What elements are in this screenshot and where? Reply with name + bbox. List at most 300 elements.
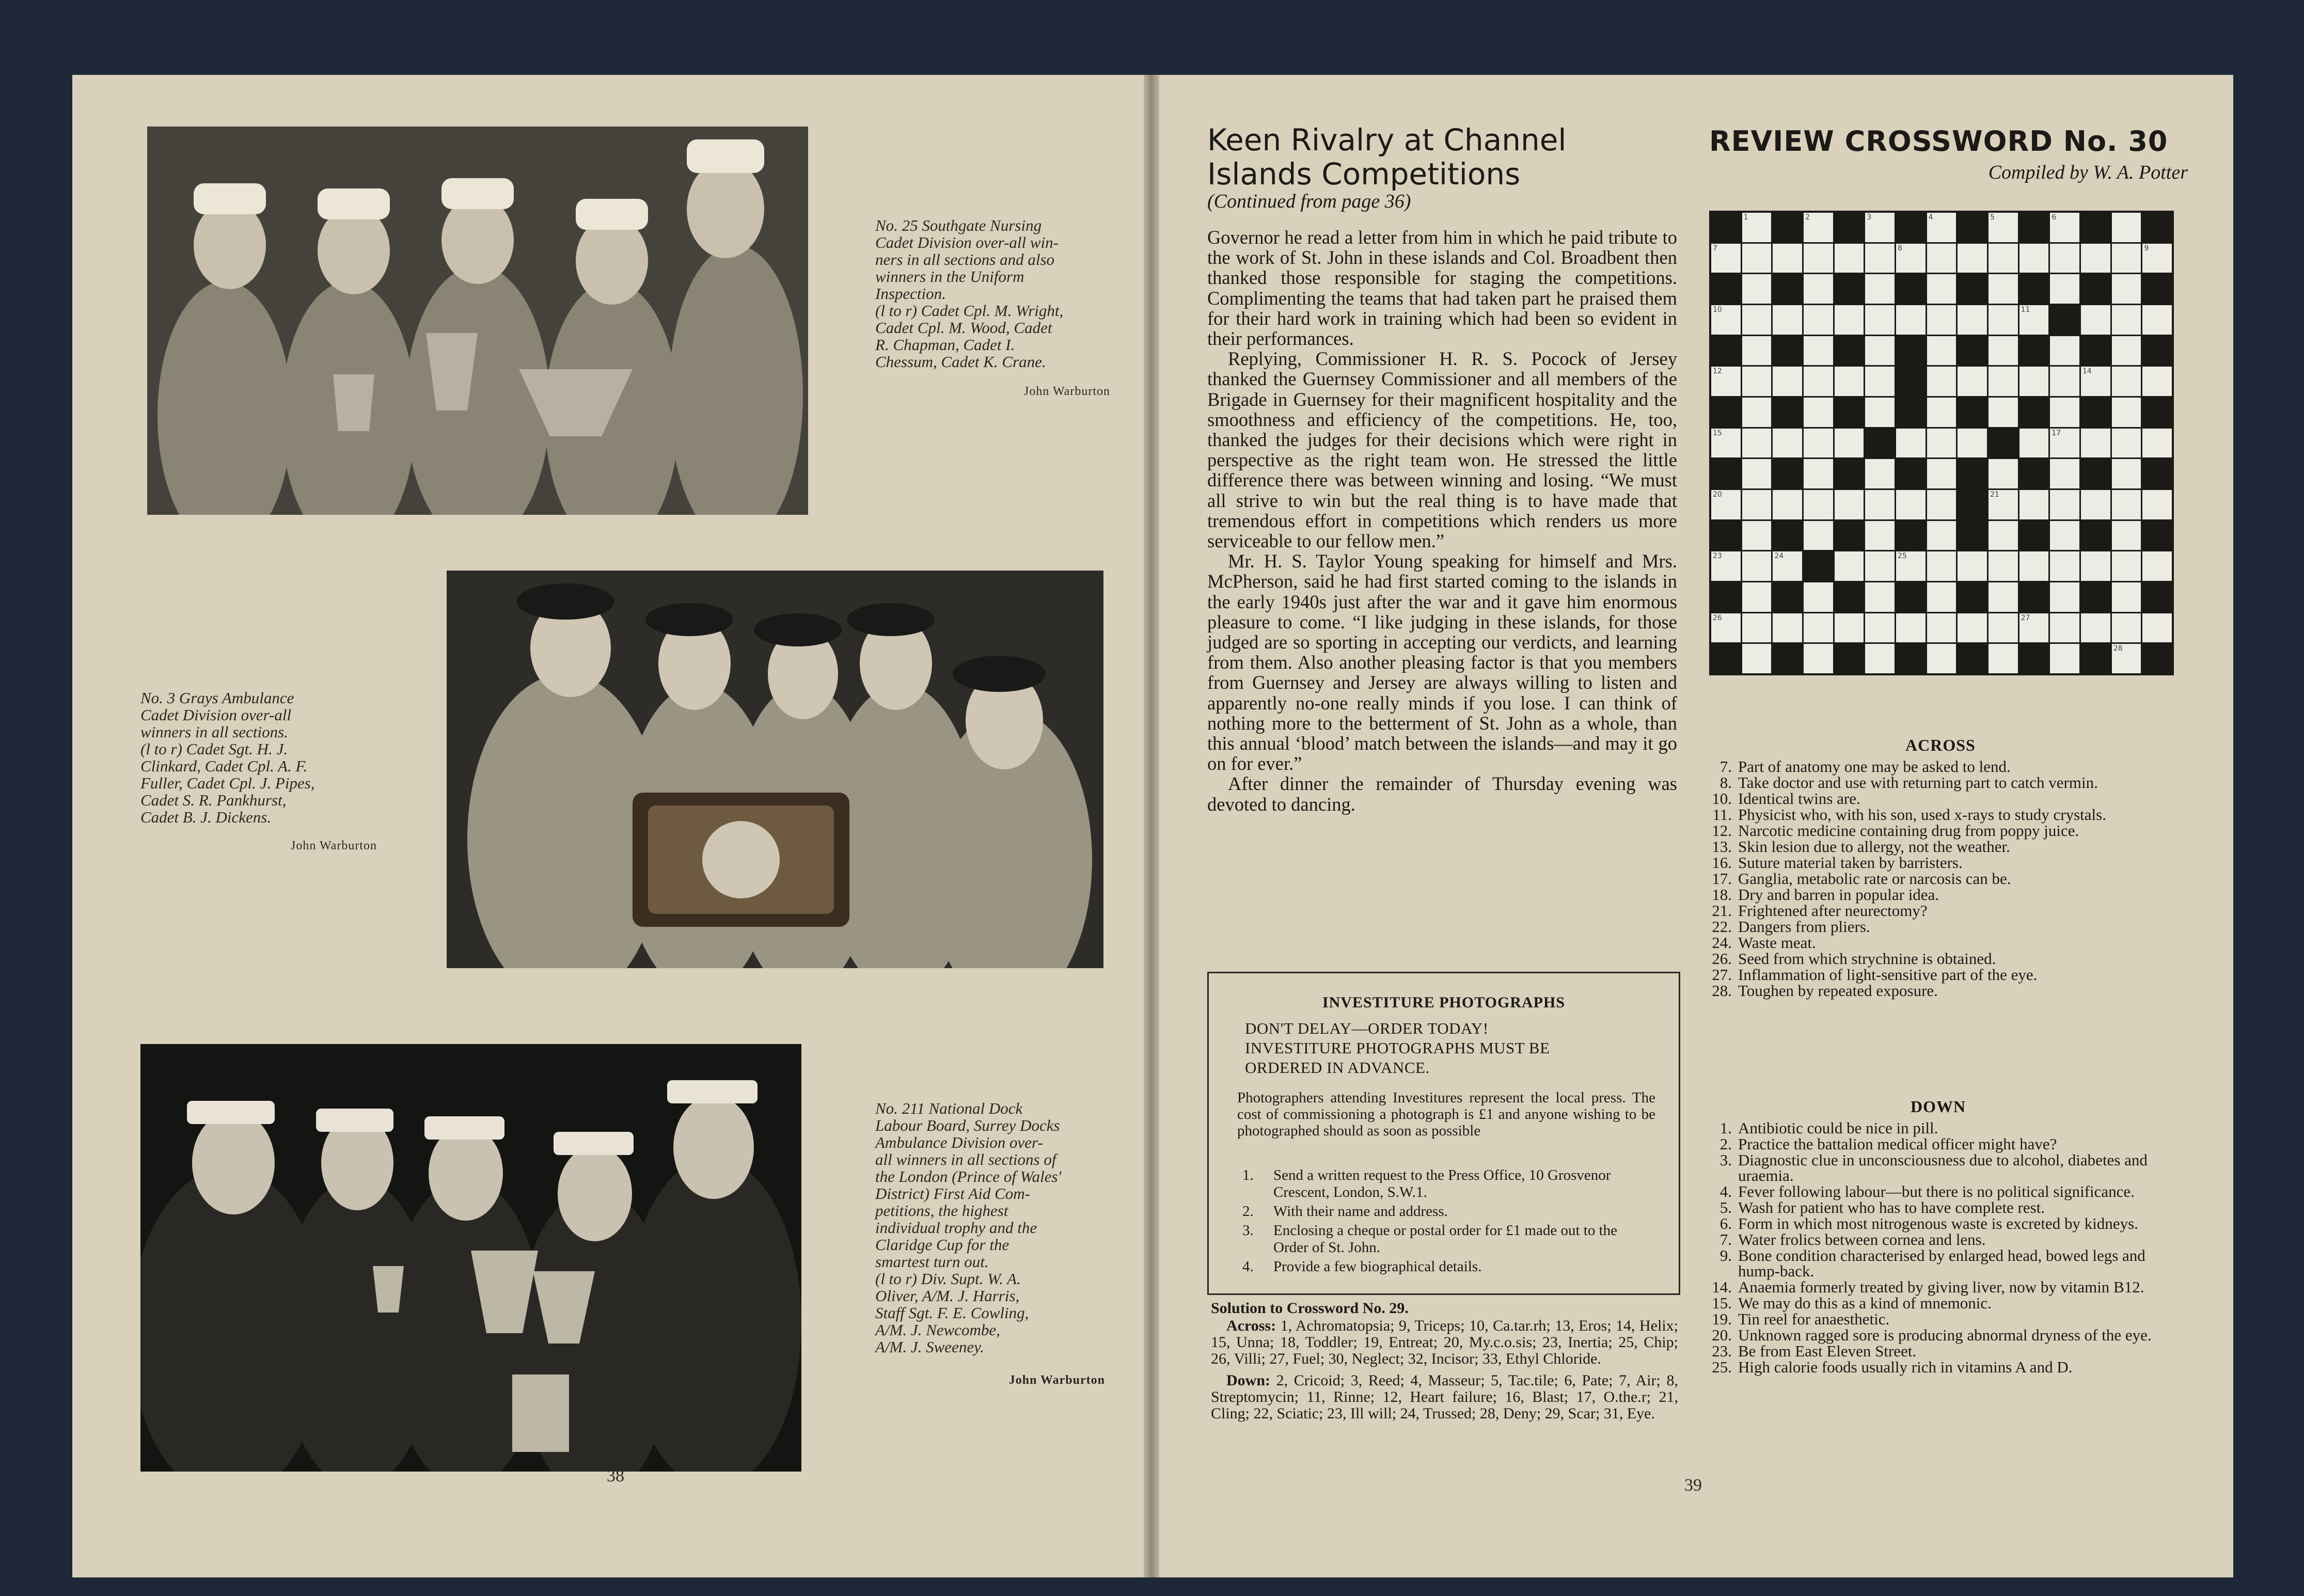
- crossword-black-square: [2142, 336, 2172, 366]
- clue-item: 27. Inflammation of light-sensitive part of the eye.: [1712, 966, 2038, 984]
- crossword-black-square: [1958, 459, 1987, 488]
- crossword-cell[interactable]: [1958, 305, 1987, 335]
- crossword-cell[interactable]: [1927, 367, 1956, 396]
- crossword-cell[interactable]: [2050, 644, 2079, 673]
- crossword-cell-number: 10: [1713, 306, 1722, 314]
- crossword-cell[interactable]: [1711, 367, 1741, 396]
- clue-item: 10. Identical twins are.: [1712, 789, 1860, 808]
- crossword-cell[interactable]: [1804, 305, 1833, 335]
- crossword-cell[interactable]: [1711, 490, 1741, 519]
- crossword-cell-number: 11: [2021, 306, 2030, 314]
- crossword-grid[interactable]: [1709, 211, 2174, 675]
- crossword-cell[interactable]: [2081, 429, 2110, 458]
- crossword-cell[interactable]: [1804, 398, 1833, 427]
- crossword-black-square: [1835, 274, 1864, 304]
- notice-headline: DON'T DELAY—ORDER TODAY! INVESTITURE PHOTOGRAPHS MUST BE ORDERED IN ADVANCE.: [1245, 1019, 1550, 1077]
- crossword-cell[interactable]: [1958, 551, 1987, 581]
- crossword-cell[interactable]: [1742, 213, 1772, 242]
- crossword-cell-number: 4: [1928, 213, 1933, 222]
- crossword-cell[interactable]: [1865, 398, 1895, 427]
- crossword-cell[interactable]: [1989, 274, 2018, 304]
- clue-item: 7. Water frolics between cornea and lens.: [1719, 1230, 1986, 1249]
- crossword-black-square: [1711, 274, 1741, 304]
- crossword-cell-number: 28: [2113, 644, 2123, 653]
- crossword-black-square: [1835, 521, 1864, 550]
- crossword-cell[interactable]: [2081, 305, 2110, 335]
- crossword-black-square: [1865, 429, 1895, 458]
- crossword-black-square: [2019, 336, 2049, 366]
- crossword-cell[interactable]: [1989, 305, 2018, 335]
- crossword-cell[interactable]: [2019, 305, 2049, 335]
- crossword-black-square: [2142, 274, 2172, 304]
- crossword-cell[interactable]: [1958, 429, 1987, 458]
- crossword-black-square: [1958, 582, 1987, 612]
- crossword-cell[interactable]: [1742, 336, 1772, 366]
- crossword-black-square: [1804, 551, 1833, 581]
- crossword-cell[interactable]: [2050, 367, 2079, 396]
- crossword-black-square: [2081, 521, 2110, 550]
- crossword-cell[interactable]: [2112, 274, 2141, 304]
- crossword-cell[interactable]: [2081, 613, 2110, 643]
- crossword-cell[interactable]: [2142, 429, 2172, 458]
- crossword-cell-number: 24: [1774, 552, 1784, 561]
- crossword-cell[interactable]: [1927, 490, 1956, 519]
- crossword-cell[interactable]: [1742, 398, 1772, 427]
- article-paragraph: After dinner the remainder of Thursday evening was devoted to dancing.: [1207, 773, 1677, 815]
- crossword-black-square: [2142, 213, 2172, 242]
- crossword-cell[interactable]: [1742, 459, 1772, 488]
- article-paragraph: Governor he read a letter from him in which he paid tribute to the work of St. John in these islands and Col. Broadbent then thanked those responsible for staging the competitions. Complimenting the teams that had taken part he praised them for their hard work in training which had been so evident in their performances.: [1207, 227, 1677, 350]
- caption-photo-3: No. 211 National Dock Labour Board, Surrey Docks Ambulance Division over- all winners in all sections of the London (Prince of Wales' District) First Aid Com- petitions, the highest individual trophy and the Claridge Cup for the smartest turn out. (l to r) Div. Supt. W. A. Oliver, A/M. J. Harris, Staff Sgt. F. E. Cowling, A/M. J. Newcombe, A/M. J. Sweeney.: [875, 1099, 1062, 1356]
- crossword-cell-number: 21: [1990, 491, 1999, 499]
- crossword-black-square: [1896, 336, 1926, 366]
- crossword-cell[interactable]: [1804, 490, 1833, 519]
- crossword-black-square: [1711, 582, 1741, 612]
- clue-item: 9. Bone condition characterised by enlarged head, bowed legs and hump-back.: [1719, 1246, 2145, 1280]
- crossword-cell[interactable]: [1865, 336, 1895, 366]
- page-number-left: 38: [607, 1466, 624, 1486]
- solution-title: Solution to Crossword No. 29.: [1211, 1300, 1409, 1317]
- crossword-cell[interactable]: [2142, 613, 2172, 643]
- crossword-cell[interactable]: [1773, 367, 1802, 396]
- crossword-black-square: [2019, 644, 2049, 673]
- clue-item: 22. Dangers from pliers.: [1712, 918, 1870, 936]
- crossword-cell[interactable]: [2050, 490, 2079, 519]
- crossword-cell[interactable]: [2050, 213, 2079, 242]
- crossword-cell-number: 12: [1713, 367, 1722, 376]
- crossword-black-square: [2081, 336, 2110, 366]
- crossword-cell[interactable]: [2050, 336, 2079, 366]
- crossword-cell[interactable]: [1927, 644, 1956, 673]
- crossword-cell[interactable]: [2112, 336, 2141, 366]
- clue-item: 11. Physicist who, with his son, used x-rays to study crystals.: [1712, 805, 2106, 824]
- crossword-cell-number: 7: [1713, 244, 1717, 252]
- crossword-cell[interactable]: [1927, 274, 1956, 304]
- crossword-black-square: [2081, 274, 2110, 304]
- article-body: [1207, 227, 1677, 814]
- crossword-cell[interactable]: [2112, 213, 2141, 242]
- crossword-cell[interactable]: [1865, 244, 1895, 273]
- crossword-cell[interactable]: [1865, 521, 1895, 550]
- crossword-cell[interactable]: [1742, 521, 1772, 550]
- crossword-black-square: [1958, 644, 1987, 673]
- crossword-black-square: [1958, 336, 1987, 366]
- crossword-cell[interactable]: [2112, 244, 2141, 273]
- crossword-cell[interactable]: [2142, 305, 2172, 335]
- crossword-cell[interactable]: [1927, 551, 1956, 581]
- clue-item: 8. Take doctor and use with returning part to catch vermin.: [1719, 773, 2098, 792]
- crossword-cell[interactable]: [1927, 582, 1956, 612]
- crossword-cell[interactable]: [1711, 613, 1741, 643]
- crossword-cell[interactable]: [2112, 305, 2141, 335]
- crossword-cell[interactable]: [1835, 490, 1864, 519]
- clue-item: 21. Frightened after neurectomy?: [1712, 902, 1928, 920]
- crossword-cell[interactable]: [1989, 336, 2018, 366]
- crossword-cell[interactable]: [1773, 305, 1802, 335]
- crossword-cell[interactable]: [1865, 582, 1895, 612]
- crossword-black-square: [2019, 213, 2049, 242]
- crossword-black-square: [2019, 274, 2049, 304]
- crossword-black-square: [1958, 213, 1987, 242]
- crossword-cell[interactable]: [1989, 367, 2018, 396]
- crossword-cell[interactable]: [2019, 551, 2049, 581]
- crossword-black-square: [2019, 582, 2049, 612]
- clue-item: 2. Practice the battalion medical officer might have?: [1719, 1135, 2057, 1153]
- crossword-cell[interactable]: [1773, 551, 1802, 581]
- caption-photo-1: No. 25 Southgate Nursing Cadet Division over-all win- ners in all sections and also winners in the Uniform Inspection. (l to r) Cadet Cpl. M. Wright, Cadet Cpl. M. Wood, Cadet R. Chapman, Cadet I. Chessum, Cadet K. Crane.: [875, 216, 1064, 371]
- crossword-black-square: [2081, 213, 2110, 242]
- clue-item: 20. Unknown ragged sore is producing abnormal dryness of the eye.: [1712, 1326, 2152, 1344]
- crossword-cell[interactable]: [2142, 490, 2172, 519]
- notice-paragraph: Photographers attending Investitures represent the local press. The cost of commissioning a photograph is £1 and anyone wishing to be photographed should as soon as possible: [1237, 1089, 1655, 1139]
- crossword-cell[interactable]: [1742, 582, 1772, 612]
- clue-item: 17. Ganglia, metabolic rate or narcosis can be.: [1712, 870, 2011, 888]
- crossword-cell[interactable]: [1804, 274, 1833, 304]
- crossword-cell[interactable]: [2050, 244, 2079, 273]
- crossword-cell-number: 5: [1990, 213, 1995, 222]
- crossword-black-square: [1711, 398, 1741, 427]
- crossword-cell[interactable]: [2081, 367, 2110, 396]
- clue-item: 12. Narcotic medicine containing drug from poppy juice.: [1712, 821, 2079, 840]
- crossword-cell[interactable]: [2112, 490, 2141, 519]
- crossword-cell[interactable]: [1927, 398, 1956, 427]
- crossword-cell[interactable]: [2112, 398, 2141, 427]
- crossword-cell[interactable]: [1804, 429, 1833, 458]
- crossword-cell[interactable]: [1989, 582, 2018, 612]
- crossword-black-square: [2019, 398, 2049, 427]
- crossword-cell[interactable]: [1804, 244, 1833, 273]
- clue-item: 3. Diagnostic clue in unconsciousness due to alcohol, diabetes and uraemia.: [1719, 1151, 2148, 1184]
- crossword-cell[interactable]: [1835, 551, 1864, 581]
- crossword-black-square: [2081, 582, 2110, 612]
- crossword-black-square: [1958, 490, 1987, 519]
- crossword-cell[interactable]: [1989, 613, 2018, 643]
- clue-item: 13. Skin lesion due to allergy, not the weather.: [1712, 837, 2010, 856]
- crossword-black-square: [1773, 336, 1802, 366]
- crossword-title: REVIEW CROSSWORD No. 30: [1709, 125, 2168, 157]
- crossword-black-square: [2142, 521, 2172, 550]
- crossword-cell[interactable]: [2112, 613, 2141, 643]
- crossword-black-square: [2142, 582, 2172, 612]
- crossword-black-square: [1958, 274, 1987, 304]
- crossword-cell[interactable]: [2050, 551, 2079, 581]
- crossword-cell[interactable]: [2019, 490, 2049, 519]
- clue-item: 19. Tin reel for anaesthetic.: [1712, 1310, 1890, 1328]
- crossword-cell[interactable]: [2019, 613, 2049, 643]
- crossword-cell[interactable]: [1742, 244, 1772, 273]
- crossword-black-square: [1835, 336, 1864, 366]
- crossword-cell-number: 3: [1867, 213, 1872, 222]
- clue-item: 18. Dry and barren in popular idea.: [1712, 886, 1939, 904]
- clue-item: 15. We may do this as a kind of mnemonic.: [1712, 1294, 1992, 1312]
- crossword-cell[interactable]: [2019, 367, 2049, 396]
- crossword-cell[interactable]: [1742, 274, 1772, 304]
- crossword-black-square: [1835, 459, 1864, 488]
- crossword-cell[interactable]: [1865, 305, 1895, 335]
- crossword-cell[interactable]: [1804, 213, 1833, 242]
- crossword-cell[interactable]: [2142, 244, 2172, 273]
- photo-credit-2: John Warburton: [291, 839, 377, 852]
- crossword-cell[interactable]: [1927, 429, 1956, 458]
- clue-item: 14. Anaemia formerly treated by giving liver, now by vitamin B12.: [1712, 1278, 2144, 1296]
- notice-step: 3. Enclosing a cheque or postal order for £1 made out to the Order of St. John.: [1242, 1222, 1617, 1256]
- caption-photo-2: No. 3 Grays Ambulance Cadet Division over-all winners in all sections. (l to r) Cadet Sgt. H. J. Clinkard, Cadet Cpl. A. F. Fuller, Cadet Cpl. J. Pipes, Cadet S. R. Pankhurst, Cadet B. J. Dickens.: [140, 689, 315, 826]
- crossword-cell[interactable]: [2142, 551, 2172, 581]
- investiture-notice-box: [1207, 972, 1680, 1295]
- crossword-cell[interactable]: [1773, 613, 1802, 643]
- crossword-cell-number: 27: [2021, 613, 2030, 622]
- crossword-cell[interactable]: [1865, 459, 1895, 488]
- crossword-cell[interactable]: [1773, 490, 1802, 519]
- notice-title: INVESTITURE PHOTOGRAPHS: [1322, 994, 1566, 1011]
- crossword-cell[interactable]: [1804, 367, 1833, 396]
- crossword-cell[interactable]: [1804, 336, 1833, 366]
- crossword-black-square: [1711, 459, 1741, 488]
- photo-credit-3: John Warburton: [1008, 1373, 1105, 1387]
- crossword-cell[interactable]: [2050, 613, 2079, 643]
- crossword-black-square: [1896, 398, 1926, 427]
- crossword-black-square: [1896, 213, 1926, 242]
- crossword-black-square: [1711, 336, 1741, 366]
- crossword-cell[interactable]: [1742, 490, 1772, 519]
- across-clues: [1709, 759, 2184, 999]
- crossword-cell[interactable]: [2081, 244, 2110, 273]
- crossword-cell[interactable]: [2019, 244, 2049, 273]
- crossword-cell[interactable]: [1927, 244, 1956, 273]
- crossword-cell[interactable]: [1711, 429, 1741, 458]
- crossword-cell[interactable]: [2112, 551, 2141, 581]
- crossword-cell[interactable]: [1989, 398, 2018, 427]
- crossword-cell[interactable]: [1865, 274, 1895, 304]
- crossword-cell[interactable]: [2050, 429, 2079, 458]
- notice-steps: [1237, 1167, 1655, 1277]
- crossword-cell[interactable]: [1927, 521, 1956, 550]
- crossword-cell[interactable]: [2112, 644, 2141, 673]
- crossword-cell-number: 14: [2082, 367, 2092, 376]
- crossword-cell[interactable]: [1927, 213, 1956, 242]
- crossword-cell[interactable]: [2112, 367, 2141, 396]
- crossword-cell-number: 2: [1805, 213, 1810, 222]
- crossword-cell[interactable]: [1742, 644, 1772, 673]
- crossword-cell[interactable]: [1896, 429, 1926, 458]
- crossword-cell-number: 15: [1713, 429, 1722, 437]
- crossword-cell[interactable]: [2050, 459, 2079, 488]
- crossword-black-square: [1896, 459, 1926, 488]
- crossword-cell[interactable]: [1927, 459, 1956, 488]
- crossword-cell[interactable]: [1865, 367, 1895, 396]
- crossword-black-square: [2081, 398, 2110, 427]
- crossword-cell[interactable]: [1835, 305, 1864, 335]
- crossword-black-square: [1896, 582, 1926, 612]
- crossword-black-square: [1835, 644, 1864, 673]
- crossword-black-square: [1896, 521, 1926, 550]
- crossword-cell[interactable]: [1711, 305, 1741, 335]
- crossword-black-square: [1835, 398, 1864, 427]
- down-heading: DOWN: [1911, 1097, 1966, 1116]
- crossword-cell[interactable]: [1927, 336, 1956, 366]
- crossword-cell[interactable]: [1865, 551, 1895, 581]
- crossword-cell[interactable]: [1958, 244, 1987, 273]
- crossword-black-square: [1989, 429, 2018, 458]
- crossword-cell[interactable]: [1804, 582, 1833, 612]
- crossword-cell[interactable]: [1711, 551, 1741, 581]
- crossword-cell[interactable]: [1989, 644, 2018, 673]
- crossword-cell[interactable]: [1804, 459, 1833, 488]
- crossword-black-square: [1773, 398, 1802, 427]
- crossword-black-square: [1773, 459, 1802, 488]
- article-paragraph: Replying, Commissioner H. R. S. Pocock of Jersey thanked the Guernsey Commissioner and all members of the Brigade in Guernsey for their magnificent hospitality and the smoothness and efficiency of the competitions. He, too, thanked the judges for their decisions which were right in perspective as the right team won. He stressed the little difference there was between winning and losing. “We must all strive to win but the real thing is to have made that tremendous effort in competitions which renders us more serviceable to our fellow men.”: [1207, 348, 1677, 552]
- crossword-cell[interactable]: [1958, 367, 1987, 396]
- crossword-cell[interactable]: [1989, 213, 2018, 242]
- crossword-cell[interactable]: [1804, 613, 1833, 643]
- crossword-cell[interactable]: [1835, 429, 1864, 458]
- crossword-cell[interactable]: [1896, 551, 1926, 581]
- crossword-black-square: [1958, 398, 1987, 427]
- clue-item: 4. Fever following labour—but there is no political significance.: [1719, 1182, 2135, 1200]
- crossword-cell[interactable]: [2112, 459, 2141, 488]
- notice-step: 4. Provide a few biographical details.: [1242, 1258, 1482, 1275]
- crossword-cell[interactable]: [1742, 551, 1772, 581]
- crossword-black-square: [2050, 305, 2079, 335]
- continued-note: (Continued from page 36): [1207, 191, 1411, 212]
- article-paragraph: Mr. H. S. Taylor Young speaking for himself and Mrs. McPherson, said he had first started coming to the islands in the early 1940s just after the war and it gave him enormous pleasure to come. “I like judging in these islands, for those judged are so sporting in accepting our verdicts, and learning from them. Also another pleasing factor is that you members from Guernsey and Jersey are always willing to listen and apparently no-one really minds if you lose. I can think of nothing more to the betterment of St. John as a whole, than this annual ‘blood’ match between the islands—and may it go on for ever.”: [1207, 550, 1677, 775]
- crossword-cell-number: 26: [1713, 613, 1722, 622]
- clue-item: 16. Suture material taken by barristers.: [1712, 854, 1963, 872]
- clue-item: 7. Part of anatomy one may be asked to lend.: [1719, 757, 2011, 776]
- photo-surrey-docks-team: [140, 1044, 801, 1472]
- crossword-black-square: [2081, 644, 2110, 673]
- crossword-cell[interactable]: [1835, 367, 1864, 396]
- crossword-cell[interactable]: [1742, 613, 1772, 643]
- crossword-cell[interactable]: [1927, 613, 1956, 643]
- crossword-cell[interactable]: [2050, 582, 2079, 612]
- crossword-cell[interactable]: [1896, 490, 1926, 519]
- crossword-cell[interactable]: [1742, 367, 1772, 396]
- notice-step: 1. Send a written request to the Press Office, 10 Grosvenor Crescent, London, S.W.1.: [1242, 1167, 1611, 1200]
- crossword-black-square: [1896, 644, 1926, 673]
- crossword-cell[interactable]: [1989, 244, 2018, 273]
- photo-southgate-nursing-cadets: [147, 127, 808, 515]
- clue-item: 1. Antibiotic could be nice in pill.: [1719, 1119, 1938, 1137]
- crossword-cell[interactable]: [2081, 551, 2110, 581]
- across-heading: ACROSS: [1905, 736, 1976, 754]
- crossword-cell[interactable]: [1742, 305, 1772, 335]
- crossword-cell[interactable]: [2142, 367, 2172, 396]
- clue-item: 6. Form in which most nitrogenous waste is excreted by kidneys.: [1719, 1214, 2138, 1232]
- crossword-cell[interactable]: [1865, 644, 1895, 673]
- crossword-cell[interactable]: [1804, 644, 1833, 673]
- crossword-cell[interactable]: [1773, 244, 1802, 273]
- crossword-cell[interactable]: [1989, 521, 2018, 550]
- crossword-black-square: [1711, 644, 1741, 673]
- crossword-cell[interactable]: [1773, 429, 1802, 458]
- crossword-black-square: [1773, 274, 1802, 304]
- spine-gutter: [1144, 75, 1159, 1577]
- crossword-cell[interactable]: [1958, 613, 1987, 643]
- crossword-cell-number: 1: [1743, 213, 1748, 222]
- clue-item: 23. Be from East Eleven Street.: [1712, 1342, 1917, 1360]
- crossword-black-square: [1835, 582, 1864, 612]
- crossword-cell[interactable]: [1865, 490, 1895, 519]
- crossword-cell[interactable]: [1989, 459, 2018, 488]
- crossword-cell[interactable]: [1896, 244, 1926, 273]
- clue-item: 26. Seed from which strychnine is obtained.: [1712, 950, 1996, 968]
- crossword-cell[interactable]: [1896, 305, 1926, 335]
- crossword-29-solution: Solution to Crossword No. 29. Across: 1, Achromatopsia; 9, Triceps; 10, Ca.tar.rh; 13, Eros; 14, Helix; 15, Unna; 18, Toddler; 19, Entreat; 20, My.c.o.sis; 23, Inertia; 25, Chip; 26, Villi; 27, Fuel; 30, Neglect; 32, Incisor; 33, Ethyl Chloride. Down: 2, Cricoid; 3, Reed; 4, Masseur; 5, Tac.tile; 6, Pate; 7, Air; 8, Streptomycin; 11, Rinne; 12, Heart failure; 16, Blast; 17, O.the.r; 21, Cling; 22, Sciatic; 23, Ill will; 24, Trussed; 28, Deny; 29, Scar; 31, Eye.: [1211, 1300, 1679, 1422]
- crossword-cell[interactable]: [2050, 274, 2079, 304]
- crossword-cell[interactable]: [1989, 551, 2018, 581]
- crossword-cell[interactable]: [1989, 490, 2018, 519]
- crossword-cell[interactable]: [1835, 613, 1864, 643]
- crossword-cell-number: 6: [2051, 213, 2057, 222]
- crossword-black-square: [1773, 213, 1802, 242]
- crossword-cell[interactable]: [2050, 521, 2079, 550]
- crossword-cell[interactable]: [1835, 244, 1864, 273]
- clue-item: 28. Toughen by repeated exposure.: [1712, 982, 1938, 1000]
- photo-credit-1: John Warburton: [1024, 385, 1110, 398]
- crossword-cell[interactable]: [1865, 213, 1895, 242]
- clue-item: 5. Wash for patient who has to have complete rest.: [1719, 1198, 2045, 1216]
- crossword-black-square: [1711, 521, 1741, 550]
- crossword-cell[interactable]: [2019, 429, 2049, 458]
- crossword-cell[interactable]: [2050, 398, 2079, 427]
- crossword-cell[interactable]: [2112, 521, 2141, 550]
- down-clues: [1709, 1120, 2184, 1376]
- crossword-cell[interactable]: [1927, 305, 1956, 335]
- crossword-black-square: [1896, 274, 1926, 304]
- crossword-cell[interactable]: [1896, 613, 1926, 643]
- crossword-compiler: Compiled by W. A. Potter: [1988, 162, 2188, 183]
- crossword-cell-number: 8: [1898, 244, 1902, 252]
- clue-item: 24. Waste meat.: [1712, 934, 1816, 952]
- crossword-black-square: [1773, 521, 1802, 550]
- crossword-cell[interactable]: [1742, 429, 1772, 458]
- crossword-cell[interactable]: [1804, 521, 1833, 550]
- crossword-cell-number: 20: [1713, 491, 1722, 499]
- crossword-cell-number: 9: [2144, 244, 2149, 252]
- crossword-black-square: [2019, 521, 2049, 550]
- crossword-black-square: [2142, 459, 2172, 488]
- crossword-cell[interactable]: [1711, 244, 1741, 273]
- crossword-cell[interactable]: [2081, 490, 2110, 519]
- crossword-cell-number: 25: [1898, 552, 1907, 561]
- notice-step: 2. With their name and address.: [1242, 1203, 1448, 1220]
- crossword-black-square: [1711, 213, 1741, 242]
- crossword-cell[interactable]: [1865, 613, 1895, 643]
- crossword-cell[interactable]: [2112, 582, 2141, 612]
- article-title: Keen Rivalry at Channel Islands Competitions: [1207, 122, 1567, 192]
- crossword-cell[interactable]: [2112, 429, 2141, 458]
